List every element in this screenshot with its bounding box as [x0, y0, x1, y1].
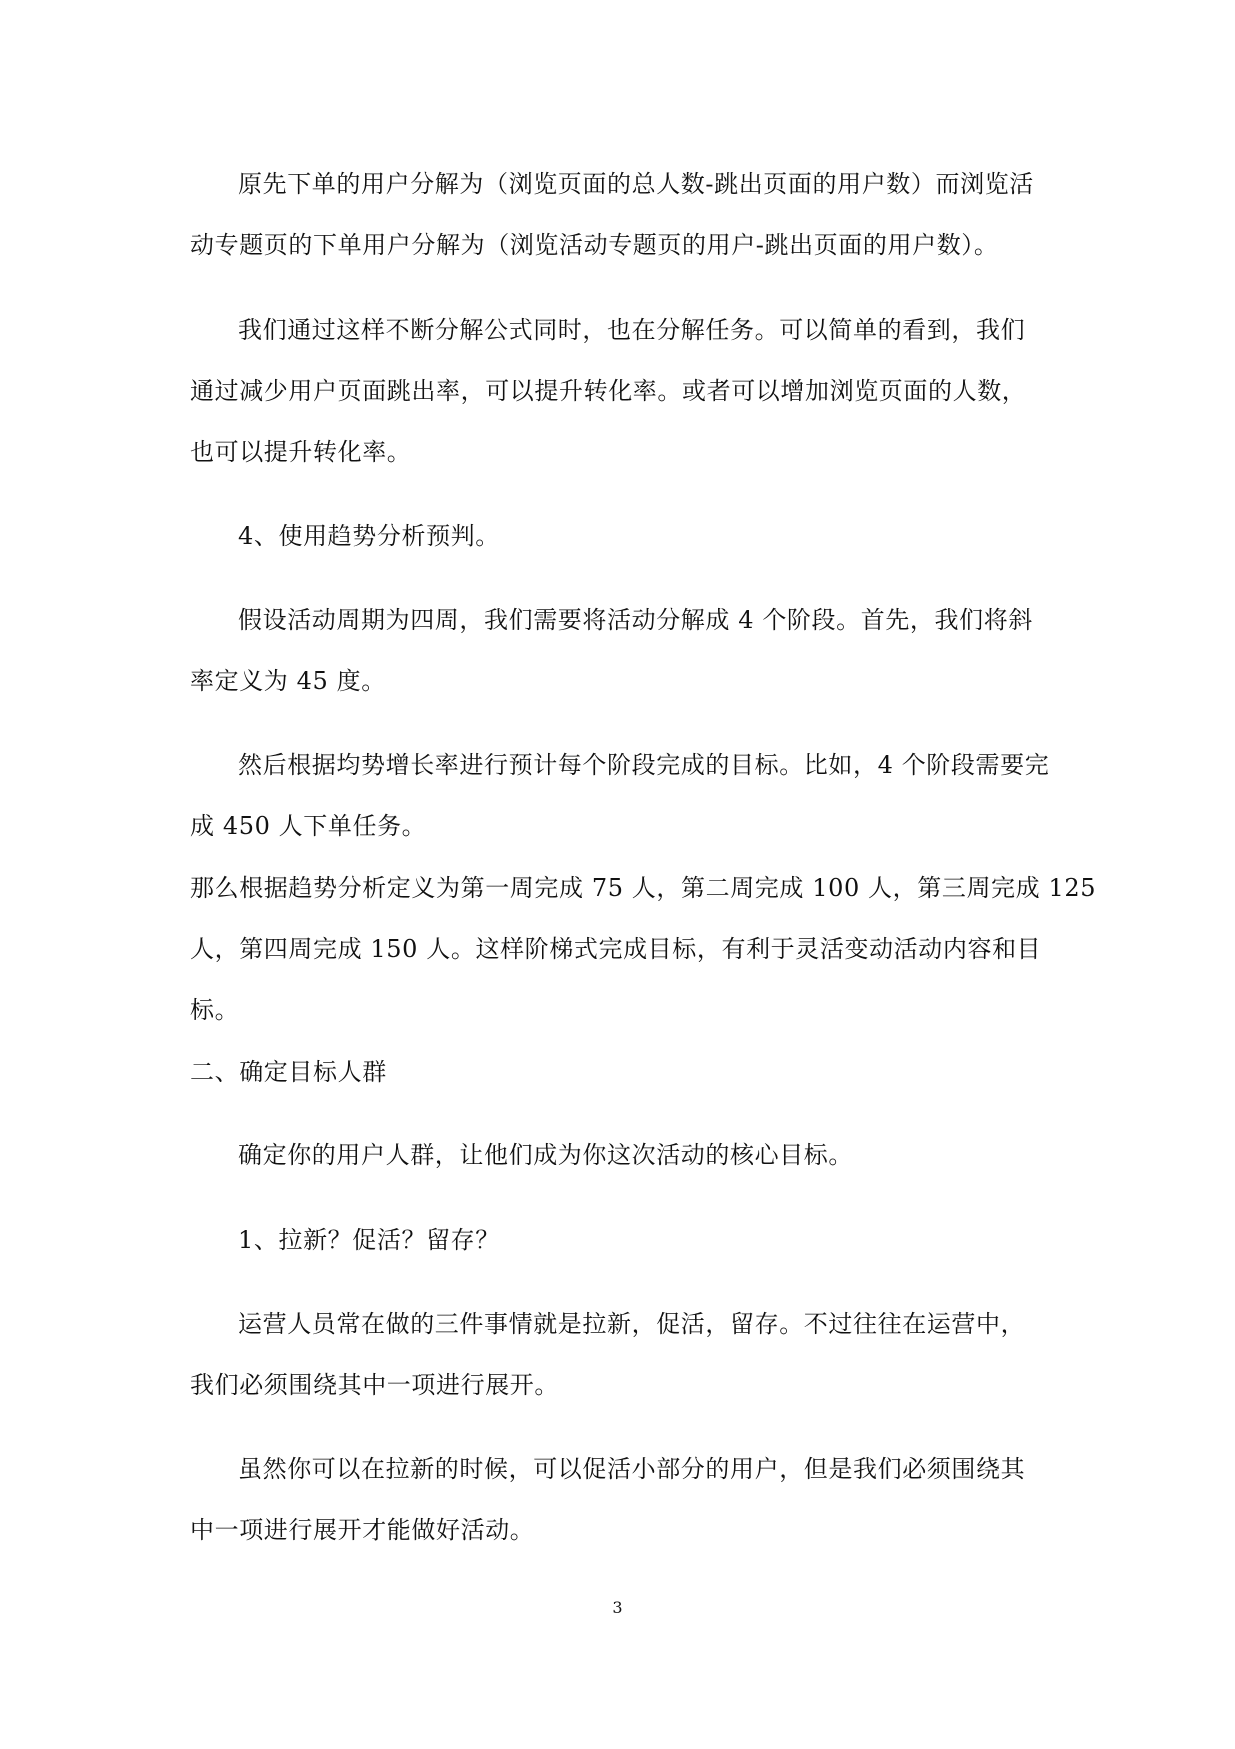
paragraph-line: 我们通过这样不断分解公式同时，也在分解任务。可以简单的看到，我们 [238, 316, 1026, 344]
paragraph-line: 虽然你可以在拉新的时候，可以促活小部分的用户，但是我们必须围绕其 [238, 1455, 1026, 1483]
paragraph-line: 那么根据趋势分析定义为第一周完成 75 人，第二周完成 100 人，第三周完成 125 [190, 874, 1097, 902]
paragraph-line: 运营人员常在做的三件事情就是拉新，促活，留存。不过往往在运营中， [238, 1310, 1026, 1338]
paragraph-line: 原先下单的用户分解为（浏览页面的总人数-跳出页面的用户数）而浏览活 [238, 170, 1034, 198]
page-number: 3 [612, 1598, 623, 1617]
list-heading: 4、使用趋势分析预判。 [238, 522, 500, 550]
paragraph-line: 通过减少用户页面跳出率，可以提升转化率。或者可以增加浏览页面的人数， [190, 377, 1027, 405]
paragraph-line: 然后根据均势增长率进行预计每个阶段完成的目标。比如，4 个阶段需要完 [238, 751, 1050, 779]
paragraph-line: 率定义为 45 度。 [190, 667, 386, 695]
section-heading: 二、确定目标人群 [190, 1058, 387, 1086]
paragraph-line: 确定你的用户人群，让他们成为你这次活动的核心目标。 [238, 1141, 853, 1169]
paragraph-line: 假设活动周期为四周，我们需要将活动分解成 4 个阶段。首先，我们将斜 [238, 606, 1033, 634]
paragraph-line: 中一项进行展开才能做好活动。 [190, 1516, 535, 1544]
paragraph-line: 我们必须围绕其中一项进行展开。 [190, 1371, 559, 1399]
paragraph-line: 也可以提升转化率。 [190, 438, 412, 466]
paragraph-line: 成 450 人下单任务。 [190, 812, 427, 840]
paragraph-line: 人，第四周完成 150 人。这样阶梯式完成目标，有利于灵活变动活动内容和目 [190, 935, 1042, 963]
paragraph-line: 动专题页的下单用户分解为（浏览活动专题页的用户-跳出页面的用户数）。 [190, 231, 999, 259]
list-heading: 1、拉新？促活？留存？ [238, 1226, 500, 1254]
paragraph-line: 标。 [190, 996, 240, 1024]
